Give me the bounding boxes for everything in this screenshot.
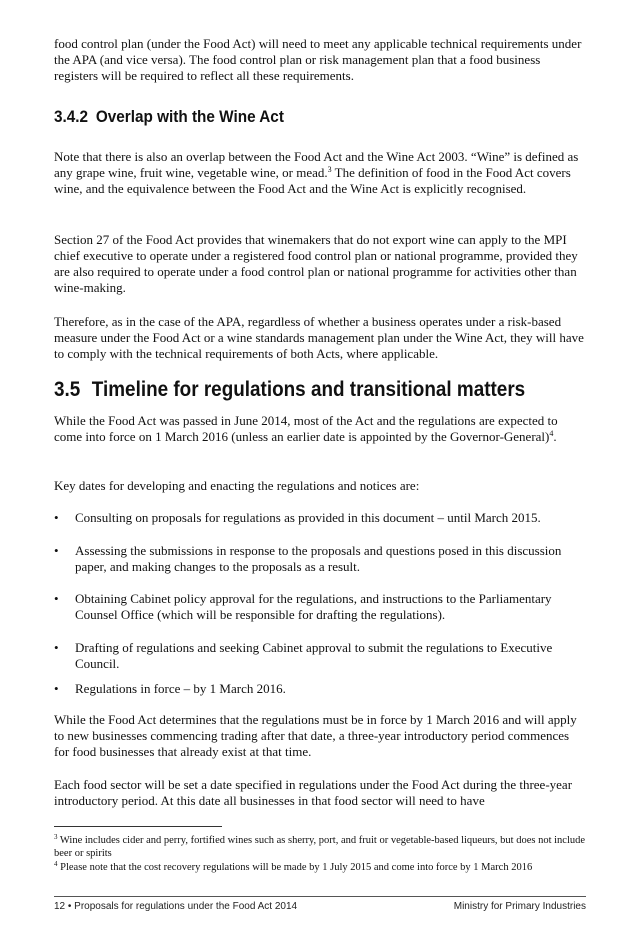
paragraph-text: Note that there is also an overlap between the Food Act and the Wine Act 2003. “Wine” is defined as any grape wine, fruit wine, vegetable wine, or mead. [54,149,579,180]
footnote-ref[interactable]: 4 [549,429,554,438]
paragraph-text: While the Food Act was passed in June 2014, most of the Act and the regulations are expected to come into force on 1 March 2016 (unless an earlier date is appointed by the Governor-General) [54,413,558,444]
footnote-ref[interactable]: 3 [327,165,332,174]
timeline-paragraph-1 [54,413,586,445]
section-number: 3.4.2 [54,107,89,126]
footnote-text: Please note that the cost recovery regulations will be made by 1 July 2015 and come into force by 1 March 2016 [57,862,533,873]
footnote-text: Wine includes cider and perry, fortified wines such as sherry, port, and fruit or vegetable-based liqueurs, but does not include beer or spirits [54,835,586,859]
bullet-text: Regulations in force – by 1 March 2016. [75,681,286,696]
footer-page-label: 12 • Proposals for regulations under the Food Act 2014 [54,901,298,912]
section-number: 3.5 [54,378,81,401]
wine-act-paragraph-3: Therefore, as in the case of the APA, regardless of whether a business operates under a risk-based measure under the Food Act or a wine standards management plan under the Wine Act, they will have to comply with the technical requirements of both Acts, where applicable. [54,314,584,361]
section-title: Overlap with the Wine Act [95,107,284,126]
footnote-mark: 3 [54,833,58,841]
bullet-icon: • [54,591,59,606]
footnote-mark: 4 [54,860,58,868]
section-3-5-heading [54,378,526,401]
bullet-text: Drafting of regulations and seeking Cabinet approval to submit the regulations to Executive Council. [75,640,553,671]
footnote-3 [54,834,586,860]
section-title: Timeline for regulations and transitional matters [91,378,526,401]
footer-organisation: Ministry for Primary Industries [453,901,586,912]
timeline-paragraph-2: Key dates for developing and enacting the regulations and notices are: [54,478,420,493]
section-3-4-2-heading [54,109,284,125]
bullet-text: Obtaining Cabinet policy approval for the regulations, and instructions to the Parliamentary Counsel Office (which will be responsible for drafting the regulations). [75,591,552,622]
paragraph-text: The definition of food in the Food Act covers wine, and the equivalence between the Food Act and the Wine Act is explicitly recognised. [54,165,571,196]
bullet-icon: • [54,510,59,525]
bullet-text: Assessing the submissions in response to the proposals and questions posed in this discussion paper, and making changes to the proposals as a result. [75,543,562,574]
bullet-text: Consulting on proposals for regulations as provided in this document – until March 2015. [75,510,541,525]
footer-divider [54,896,586,897]
footnote-4 [54,861,586,874]
intro-paragraph: food control plan (under the Food Act) will need to meet any applicable technical requirements under the APA (and vice versa). The food control plan or risk management plan that a food business registers will be required to reflect all these requirements. [54,36,582,83]
wine-act-paragraph-1 [54,149,586,197]
footnote-divider [54,826,222,827]
wine-act-paragraph-2: Section 27 of the Food Act provides that winemakers that do not export wine can apply to the MPI chief executive to operate under a registered food control plan or national programme, provided they are also required to operate under a food control plan or national programme for activities other than wine-making. [54,232,578,295]
bullet-icon: • [54,543,59,558]
paragraph-text: . [553,429,557,444]
timeline-paragraph-3: While the Food Act determines that the regulations must be in force by 1 March 2016 and will apply to new businesses commencing trading after that date, a three-year introductory period commences for food businesses that already exist at that time. [54,712,577,759]
bullet-icon: • [54,681,59,696]
bullet-icon: • [54,640,59,655]
timeline-paragraph-4: Each food sector will be set a date specified in regulations under the Food Act during the three-year introductory period. At this date all businesses in that food sector will need to have [54,777,573,808]
